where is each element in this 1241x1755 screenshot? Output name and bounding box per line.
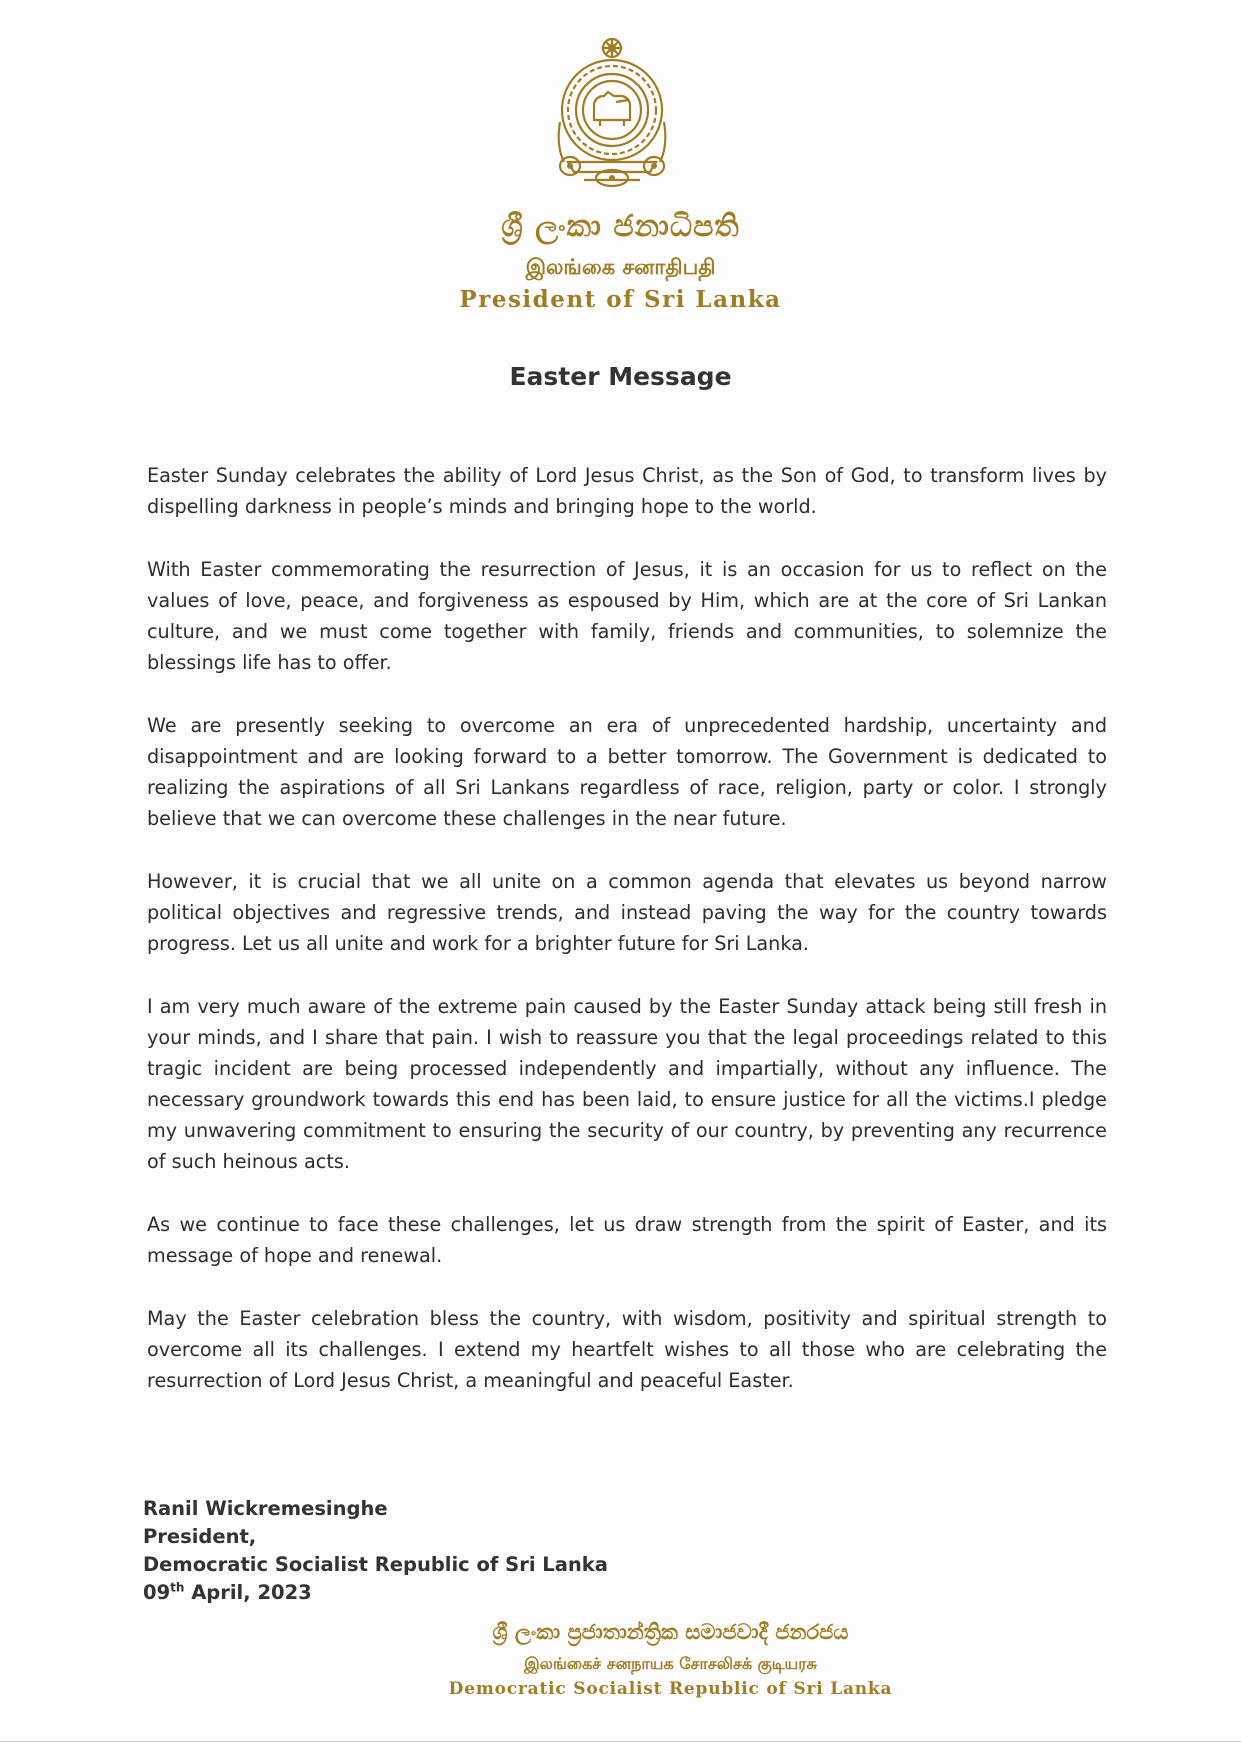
national-emblem-icon bbox=[550, 36, 674, 188]
date-day: 09 bbox=[143, 1581, 171, 1604]
footer-sinhala: ශ්‍රී ලංකා ප්‍රජාතාන්ත්‍රික සමාජවාදී ජනරජය bbox=[492, 1620, 849, 1644]
paragraph: As we continue to face these challenges, let us draw strength from the spirit of Easter, and its message of hope and renewal. bbox=[147, 1213, 1107, 1267]
paragraph: We are presently seeking to overcome an era of unprecedented hardship, uncertainty and disappointment and are looking forward to a better tomorrow. The Government is dedicated to realizing the aspirations of all Sri Lankans regardless of race, religion, party or color. I strongly believe that we can overcome these challenges in the near future. bbox=[147, 714, 1107, 830]
paragraph: I am very much aware of the extreme pain caused by the Easter Sunday attack being still fresh in your minds, and I share that pain. I wish to reassure you that the legal proceedings related to this tragic incident are being processed independently and impartially, without any influence. The necessary groundwork towards this end has been laid, to ensure justice for all the victims.I pledge my unwavering commitment to ensuring the security of our country, by preventing any recurrence of such heinous acts. bbox=[147, 995, 1107, 1173]
letterhead-english: President of Sri Lanka bbox=[459, 286, 782, 313]
signatory-office: Democratic Socialist Republic of Sri Lanka bbox=[143, 1553, 608, 1576]
footer-tamil: இலங்கைச் சனநாயக சோசலிசக் குடியரசு bbox=[524, 1654, 817, 1673]
signature-block bbox=[143, 1495, 608, 1607]
paragraph: However, it is crucial that we all unite on a common agenda that elevates us beyond narrow political objectives and regressive trends, and instead paving the way for the country towards progress. Let us all unite and work for a brighter future for Sri Lanka. bbox=[147, 870, 1107, 955]
signatory-role: President, bbox=[143, 1525, 257, 1548]
page-bottom-rule bbox=[0, 1741, 1241, 1742]
document-title: Easter Message bbox=[509, 362, 732, 391]
signatory-name: Ranil Wickremesinghe bbox=[143, 1497, 388, 1520]
date-suffix: th bbox=[170, 1580, 185, 1595]
letterhead-sinhala: ශ්‍රී ලංකා ජනාධිපති bbox=[501, 209, 740, 244]
letterhead-tamil: இலங்கை சனாதிபதி bbox=[525, 255, 716, 279]
paragraph: With Easter commemorating the resurrection of Jesus, it is an occasion for us to reflect on the values of love, peace, and forgiveness as espoused by Him, which are at the core of Sri Lankan culture, and we must come together with family, friends and communities, to solemnize the blessings life has to offer. bbox=[147, 558, 1107, 674]
signature-date bbox=[143, 1579, 608, 1607]
message-body bbox=[147, 460, 1107, 1428]
date-rest: April, 2023 bbox=[184, 1581, 312, 1604]
paragraph: Easter Sunday celebrates the ability of Lord Jesus Christ, as the Son of God, to transform lives by dispelling darkness in people’s minds and bringing hope to the world. bbox=[147, 464, 1107, 518]
footer-english: Democratic Socialist Republic of Sri Lanka bbox=[448, 1679, 893, 1699]
paragraph: May the Easter celebration bless the country, with wisdom, positivity and spiritual strength to overcome all its challenges. I extend my heartfelt wishes to all those who are celebrating the resurrection of Lord Jesus Christ, a meaningful and peaceful Easter. bbox=[147, 1307, 1107, 1392]
